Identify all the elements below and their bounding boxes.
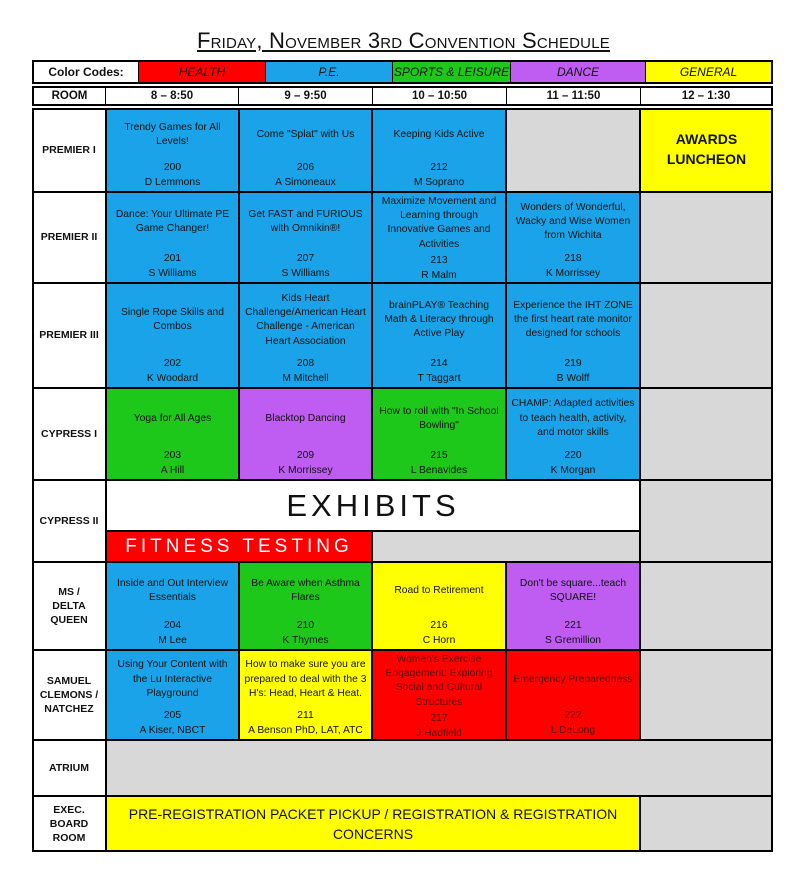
- session-213[interactable]: [372, 192, 506, 283]
- header-time-1: 8 – 8:50: [106, 88, 239, 104]
- session-presenter: K Woodard: [146, 372, 199, 384]
- session-presenter: J Hadfield: [416, 728, 462, 740]
- session-201[interactable]: [106, 192, 239, 283]
- header-time-4: 11 – 11:50: [507, 88, 641, 104]
- session-203[interactable]: [106, 388, 239, 480]
- session-title: Wonders of Wonderful, Wacky and Wise Women from Wichita: [515, 201, 631, 242]
- room-exec-board-room: EXEC. BOARD ROOM: [32, 796, 106, 852]
- legend-health: HEALTH: [139, 62, 266, 82]
- session-number: 211: [297, 709, 314, 721]
- session-presenter: K Thymes: [282, 634, 329, 646]
- session-presenter: S Gremillion: [544, 634, 602, 646]
- session-presenter: L DeLong: [550, 724, 596, 736]
- session-number: 200: [163, 161, 182, 173]
- empty-slot: [640, 650, 773, 740]
- session-presenter: M Mitchell: [282, 372, 329, 384]
- empty-slot: [640, 480, 773, 562]
- session-title: Single Rope Skills and Combos: [120, 307, 225, 333]
- session-presenter: C Horn: [422, 634, 456, 646]
- empty-slot: [640, 562, 773, 650]
- session-218[interactable]: [506, 192, 640, 283]
- session-222[interactable]: [506, 650, 640, 740]
- session-214[interactable]: [372, 283, 506, 388]
- session-205[interactable]: [106, 650, 239, 740]
- session-number: 220: [564, 449, 582, 461]
- session-number: 221: [564, 619, 582, 631]
- session-presenter: D Lemmons: [144, 176, 201, 188]
- session-presenter: A Simoneaux: [275, 176, 336, 188]
- session-presenter: A Benson PhD, LAT, ATC: [248, 724, 363, 736]
- session-presenter: M Lee: [158, 634, 187, 646]
- session-title: CHAMP: Adapted activities to teach health, activity, and motor skills: [511, 398, 635, 438]
- session-title: Inside and Out Interview Essentials: [116, 577, 229, 603]
- session-title: Maximize Movement and Learning through Innovative Games and Activities: [381, 196, 497, 250]
- session-presenter: S Williams: [148, 267, 197, 279]
- session-presenter: R Malm: [421, 270, 457, 282]
- session-title: Emergency Preparedness: [513, 673, 633, 685]
- session-presenter: T Taggart: [417, 372, 461, 384]
- session-208[interactable]: [239, 283, 372, 388]
- room-atrium: ATRIUM: [32, 740, 106, 796]
- session-number: 208: [296, 357, 315, 369]
- session-title: Don't be square...teach SQUARE!: [519, 577, 627, 603]
- session-title: Trendy Games for All Levels!: [124, 121, 221, 147]
- session-title: How to make sure you are prepared to deal with the 3 H's: Head, Heart & Heat.: [244, 659, 367, 699]
- session-title: brainPLAY® Teaching Math & Literacy through Active Play: [384, 299, 494, 340]
- session-number: 222: [564, 709, 582, 721]
- legend-label: Color Codes:: [34, 62, 139, 82]
- session-216[interactable]: [372, 562, 506, 650]
- session-number: 217: [430, 712, 448, 724]
- session-number: 207: [296, 252, 315, 264]
- session-title: Road to Retirement: [394, 584, 484, 596]
- session-204[interactable]: [106, 562, 239, 650]
- session-209[interactable]: [239, 388, 372, 480]
- session-presenter: K Morrissey: [278, 464, 333, 476]
- room-cypress-1: CYPRESS I: [32, 388, 106, 480]
- session-title: Blacktop Dancing: [265, 412, 346, 424]
- session-title: Kids Heart Challenge/American Heart Challenge - American Heart Association: [245, 292, 366, 347]
- session-title: Dance: Your Ultimate PE Game Changer!: [115, 209, 230, 235]
- session-200[interactable]: [106, 108, 239, 192]
- session-presenter: A Hill: [160, 464, 185, 476]
- empty-slot: [640, 796, 773, 852]
- session-presenter: A Kiser, NBCT: [139, 724, 206, 736]
- session-number: 215: [430, 449, 448, 461]
- session-211[interactable]: [239, 650, 372, 740]
- session-title: Using Your Content with the Lu Interactive Playground: [117, 659, 228, 699]
- session-presenter: L Benavides: [410, 464, 468, 476]
- session-206[interactable]: [239, 108, 372, 192]
- header-time-5: 12 – 1:30: [681, 90, 731, 102]
- session-number: 202: [163, 357, 182, 369]
- session-title: Yoga for All Ages: [133, 412, 212, 424]
- empty-slot: [640, 283, 773, 388]
- session-title: Come "Splat" with Us: [256, 128, 355, 140]
- color-code-legend: [32, 60, 773, 84]
- header-room: ROOM: [34, 88, 106, 104]
- fitness-testing-banner[interactable]: FITNESS TESTING: [106, 531, 372, 562]
- session-221[interactable]: [506, 562, 640, 650]
- page-title: Friday, November 3rd Convention Schedule: [197, 28, 610, 53]
- session-number: 203: [163, 449, 182, 461]
- session-number: 205: [163, 709, 182, 721]
- session-presenter: S Williams: [281, 267, 330, 279]
- empty-slot: [372, 531, 640, 562]
- session-202[interactable]: [106, 283, 239, 388]
- session-212[interactable]: [372, 108, 506, 192]
- session-title: Get FAST and FURIOUS with Omnikin®!: [248, 209, 363, 235]
- awards-luncheon[interactable]: AWARDS LUNCHEON: [640, 108, 773, 192]
- session-207[interactable]: [239, 192, 372, 283]
- header-time-3: 10 – 10:50: [373, 88, 507, 104]
- session-title: Experience the IHT ZONE the first heart rate monitor designed for schools: [513, 299, 633, 340]
- empty-slot: [640, 192, 773, 283]
- legend-pe: P.E.: [266, 62, 393, 82]
- session-number: 216: [430, 619, 448, 631]
- session-number: 213: [430, 254, 448, 266]
- session-210[interactable]: [239, 562, 372, 650]
- session-number: 214: [430, 357, 448, 369]
- room-samuel-clemons-natchez: SAMUEL CLEMONS / NATCHEZ: [32, 650, 106, 740]
- session-number: 218: [564, 252, 582, 264]
- room-cypress-2: CYPRESS II: [32, 480, 106, 562]
- session-presenter: K Morrissey: [545, 267, 601, 279]
- legend-sports-leisure: SPORTS & LEISURE: [393, 62, 511, 82]
- session-presenter: K Morgan: [550, 464, 596, 476]
- session-number: 206: [296, 161, 315, 173]
- session-number: 219: [564, 357, 582, 369]
- session-215[interactable]: [372, 388, 506, 480]
- empty-slot: [506, 108, 640, 192]
- session-219[interactable]: [506, 283, 640, 388]
- session-presenter: M Soprano: [413, 176, 465, 188]
- session-number: 210: [296, 619, 315, 631]
- legend-general: GENERAL: [646, 62, 771, 82]
- atrium-empty: [106, 740, 773, 796]
- schedule-header-row: [32, 86, 773, 106]
- session-title: Keeping Kids Active: [393, 128, 485, 140]
- session-220[interactable]: [506, 388, 640, 480]
- session-217[interactable]: [372, 650, 506, 740]
- exhibits-banner[interactable]: EXHIBITS: [106, 480, 640, 531]
- session-title: Be Aware when Asthma Flares: [251, 577, 360, 603]
- pre-registration-block[interactable]: PRE-REGISTRATION PACKET PICKUP / REGISTRATION & REGISTRATION CONCERNS: [106, 796, 640, 852]
- session-number: 209: [296, 449, 315, 461]
- session-number: 212: [430, 161, 448, 173]
- session-number: 201: [163, 252, 182, 264]
- legend-dance: DANCE: [511, 62, 646, 82]
- room-premier-3: PREMIER III: [32, 283, 106, 388]
- room-premier-1: PREMIER I: [32, 108, 106, 192]
- room-ms-delta-queen: MS / DELTA QUEEN: [32, 562, 106, 650]
- session-title: How to roll with "In School Bowling": [379, 405, 499, 431]
- session-number: 204: [163, 619, 182, 631]
- room-premier-2: PREMIER II: [32, 192, 106, 283]
- header-time-2: 9 – 9:50: [239, 88, 373, 104]
- session-title: Women's Exercise Engagement: Exploring Social and Cultural Structures: [385, 654, 493, 708]
- empty-slot: [640, 388, 773, 480]
- session-presenter: B Wolff: [556, 372, 590, 384]
